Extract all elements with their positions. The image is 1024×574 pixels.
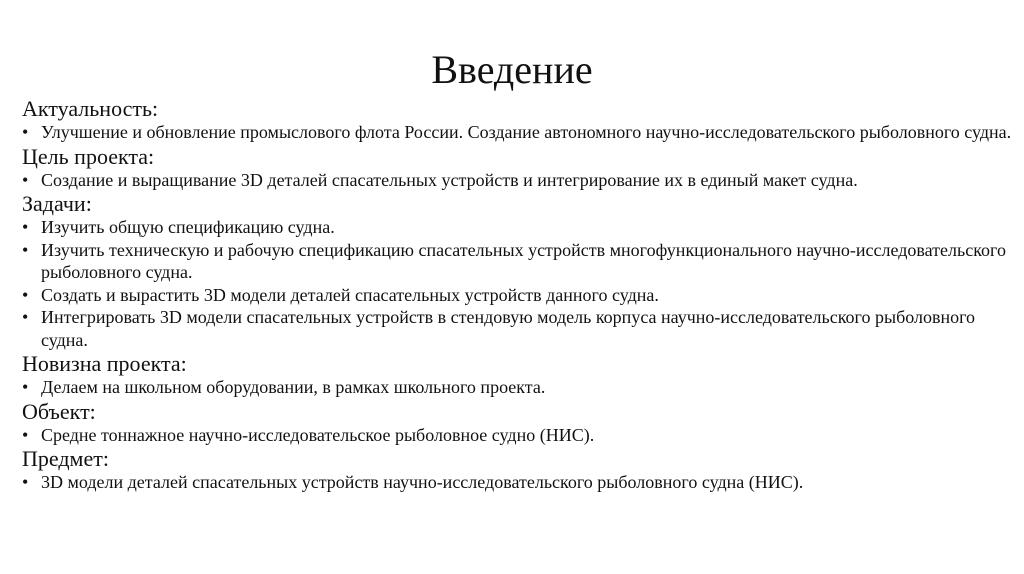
slide-title: Введение	[431, 47, 593, 92]
list-item	[22, 376, 1012, 399]
section-heading: Новизна проекта:	[22, 351, 187, 376]
list-item	[22, 424, 1012, 447]
bullet-icon: •	[22, 217, 29, 237]
list-item	[22, 239, 1012, 284]
bullet-list	[22, 121, 1012, 144]
list-item-text: Изучить техническую и рабочую спецификацию спасательных устройств многофункционального научно-исследовательского рыболовного судна.	[41, 239, 1006, 282]
slide-content	[22, 96, 1012, 494]
bullet-list	[22, 376, 1012, 399]
list-item-text: Интегрировать 3D модели спасательных устройств в стендовую модель корпуса научно-исследовательского рыболовного судна.	[41, 307, 976, 350]
section-relevance	[22, 96, 1012, 144]
bullet-icon: •	[22, 169, 29, 190]
list-item-text: 3D модели деталей спасательных устройств научно-исследовательского рыболовного судна (НИС).	[41, 472, 804, 492]
section-goal	[22, 144, 1012, 192]
list-item	[22, 306, 1012, 351]
section-heading: Объект:	[22, 398, 96, 424]
section-object	[22, 399, 1012, 447]
bullet-icon: •	[22, 424, 29, 445]
section-subject	[22, 446, 1012, 494]
list-item-text: Средне тоннажное научно-исследовательское рыболовное судно (НИС).	[41, 424, 595, 445]
bullet-icon: •	[22, 377, 29, 397]
list-item-text: Изучить общую спецификацию судна.	[41, 217, 335, 237]
section-novelty	[22, 351, 1012, 399]
section-heading: Задачи:	[22, 191, 92, 216]
list-item	[22, 284, 1012, 307]
section-heading: Цель проекта:	[22, 143, 155, 169]
bullet-icon: •	[22, 472, 29, 492]
list-item	[22, 169, 1012, 192]
bullet-icon: •	[22, 284, 29, 305]
section-heading: Предмет:	[22, 446, 109, 471]
list-item-text: Создать и вырастить 3D модели деталей спасательных устройств данного судна.	[41, 284, 659, 305]
list-item-text: Делаем на школьном оборудовании, в рамках школьного проекта.	[41, 377, 546, 397]
bullet-list	[22, 424, 1012, 447]
list-item	[22, 471, 1012, 494]
bullet-icon: •	[22, 122, 29, 142]
list-item	[22, 121, 1012, 144]
bullet-icon: •	[22, 307, 29, 327]
section-tasks	[22, 191, 1012, 351]
list-item-text: Создание и выращивание 3D деталей спасательных устройств и интегрирование их в единый макет судна.	[41, 169, 858, 190]
bullet-list	[22, 216, 1012, 351]
list-item-text: Улучшение и обновление промыслового флота России. Создание автономного научно-исследовательского рыболовного судна.	[41, 122, 1012, 142]
list-item	[22, 216, 1012, 239]
bullet-list	[22, 169, 1012, 192]
bullet-list	[22, 471, 1012, 494]
bullet-icon: •	[22, 239, 29, 260]
section-heading: Актуальность:	[22, 96, 159, 121]
